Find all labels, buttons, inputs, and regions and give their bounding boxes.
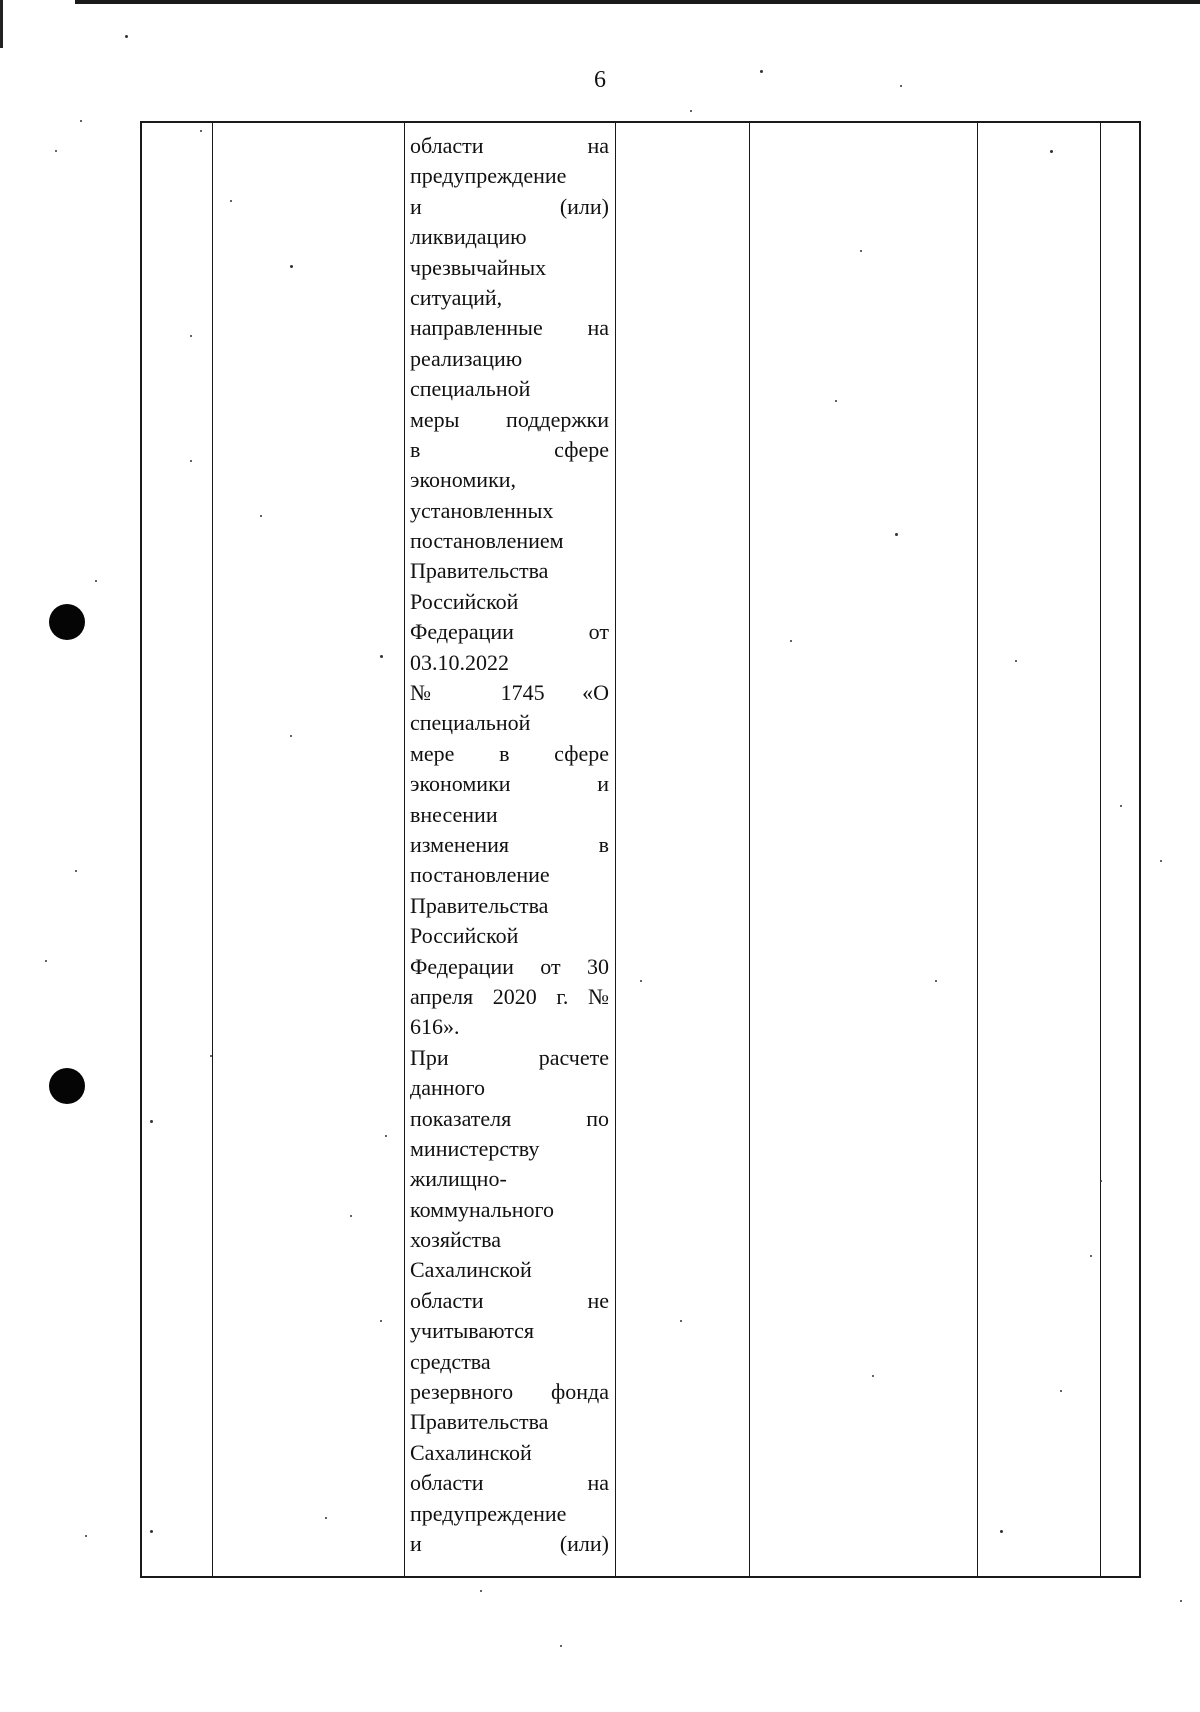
cell-text-line: специальной (410, 710, 531, 736)
scan-speck (150, 1120, 153, 1123)
scan-speck (560, 1645, 562, 1647)
scan-speck (480, 1590, 482, 1592)
cell-text-line: предупреждение (410, 163, 567, 189)
cell-text-line: области на (410, 133, 609, 158)
scan-speck (85, 1535, 87, 1537)
scan-speck (75, 870, 77, 872)
cell-text-line: чрезвычайных (410, 254, 547, 280)
cell-text-line: изменения в (410, 831, 609, 857)
cell-text-line: 03.10.2022 (410, 649, 509, 675)
cell-text-line: ликвидацию (410, 224, 527, 250)
scan-speck (900, 85, 902, 87)
column-divider (1100, 123, 1101, 1576)
scan-speck (790, 640, 792, 642)
cell-text-line: реализацию (410, 345, 523, 371)
cell-text-line: Правительства (410, 558, 549, 584)
cell-text-line: Федерации от (410, 619, 609, 645)
scan-speck (385, 1135, 387, 1137)
column-divider (615, 123, 616, 1576)
cell-text-line: области на (410, 1470, 609, 1496)
scan-speck (350, 1215, 352, 1217)
cell-text-line: в сфере (410, 436, 609, 462)
scan-speck (760, 70, 763, 73)
scan-speck (1090, 1255, 1092, 1257)
scan-speck (290, 735, 292, 737)
cell-text-line: апреля 2020 г. № (410, 983, 609, 1009)
scan-speck (872, 1375, 874, 1377)
scan-speck (1000, 1530, 1003, 1533)
scan-speck (210, 1055, 212, 1057)
scan-speck (935, 980, 937, 982)
scan-speck (230, 200, 232, 202)
column-divider (212, 123, 213, 1576)
cell-text-line: Сахалинской (410, 1439, 532, 1465)
scan-speck (260, 515, 262, 517)
cell-text-line: Российской (410, 588, 519, 614)
punch-hole-bottom (49, 1068, 85, 1104)
cell-text-line: Российской (410, 923, 519, 949)
table-cell-description (410, 131, 609, 1559)
scan-speck (1015, 660, 1017, 662)
scan-speck (55, 150, 57, 152)
cell-text-line: направленные на (410, 315, 609, 341)
cell-text-line: Правительства (410, 892, 549, 918)
scan-speck (895, 533, 898, 536)
scan-speck (1120, 805, 1122, 807)
scan-speck (190, 335, 192, 337)
scan-left-edge (0, 0, 3, 48)
cell-text-line: мере в сфере (410, 740, 609, 766)
cell-text-line: резервного фонда (410, 1379, 609, 1405)
scan-speck (1160, 860, 1162, 862)
cell-text-line: и (или) (410, 1530, 609, 1556)
scan-speck (1060, 1390, 1062, 1392)
scan-top-edge (75, 0, 1200, 4)
cell-text-line: средства (410, 1348, 491, 1374)
page-number: 6 (594, 67, 606, 93)
cell-text-line: ситуаций, (410, 284, 503, 310)
scan-speck (80, 120, 82, 122)
punch-hole-top (49, 604, 85, 640)
cell-text-line: показателя по (410, 1105, 609, 1131)
scan-speck (1180, 1600, 1182, 1602)
cell-text-line: Федерации от 30 (410, 953, 609, 979)
cell-text-line: специальной (410, 376, 531, 402)
scan-speck (835, 400, 837, 402)
cell-text-line: № 1745 «О (410, 680, 609, 706)
document-table (140, 121, 1141, 1578)
cell-text-line: данного (410, 1075, 485, 1101)
scan-speck (680, 1320, 682, 1322)
scan-speck (125, 35, 128, 38)
scan-speck (1050, 150, 1053, 153)
scan-speck (150, 1530, 153, 1533)
scan-speck (190, 460, 192, 462)
cell-text-line: постановление (410, 862, 550, 888)
cell-text-line: 616». (410, 1014, 460, 1040)
scan-speck (200, 130, 202, 132)
cell-text-line: министерству (410, 1135, 540, 1161)
cell-text-line: Правительства (410, 1409, 549, 1435)
cell-text-line: учитываются (410, 1318, 535, 1344)
scan-speck (325, 1517, 327, 1519)
column-divider (977, 123, 978, 1576)
cell-text-line: и (или) (410, 193, 609, 219)
cell-text-line: коммунального (410, 1196, 554, 1222)
scan-speck (690, 110, 692, 112)
cell-text-line: постановлением (410, 528, 564, 554)
scan-speck (380, 655, 383, 658)
cell-text-line: хозяйства (410, 1227, 501, 1253)
scan-speck (380, 1320, 382, 1322)
scan-speck (45, 960, 47, 962)
cell-text-line: жилищно- (410, 1166, 507, 1192)
scan-speck (95, 580, 97, 582)
cell-text-line: предупреждение (410, 1500, 567, 1526)
scan-speck (860, 250, 862, 252)
column-divider (404, 123, 405, 1576)
column-divider (749, 123, 750, 1576)
cell-text-line: экономики и (410, 771, 609, 797)
cell-text-line: области не (410, 1287, 609, 1313)
scan-speck (640, 980, 642, 982)
cell-text-line: При расчете (410, 1044, 609, 1070)
cell-text-line: внесении (410, 801, 498, 827)
scan-speck (290, 265, 293, 268)
cell-text-line: меры поддержки (410, 406, 609, 432)
cell-text-line: установленных (410, 497, 554, 523)
cell-text-line: Сахалинской (410, 1257, 532, 1283)
cell-text-line: экономики, (410, 467, 517, 493)
scan-speck (1100, 1180, 1102, 1182)
